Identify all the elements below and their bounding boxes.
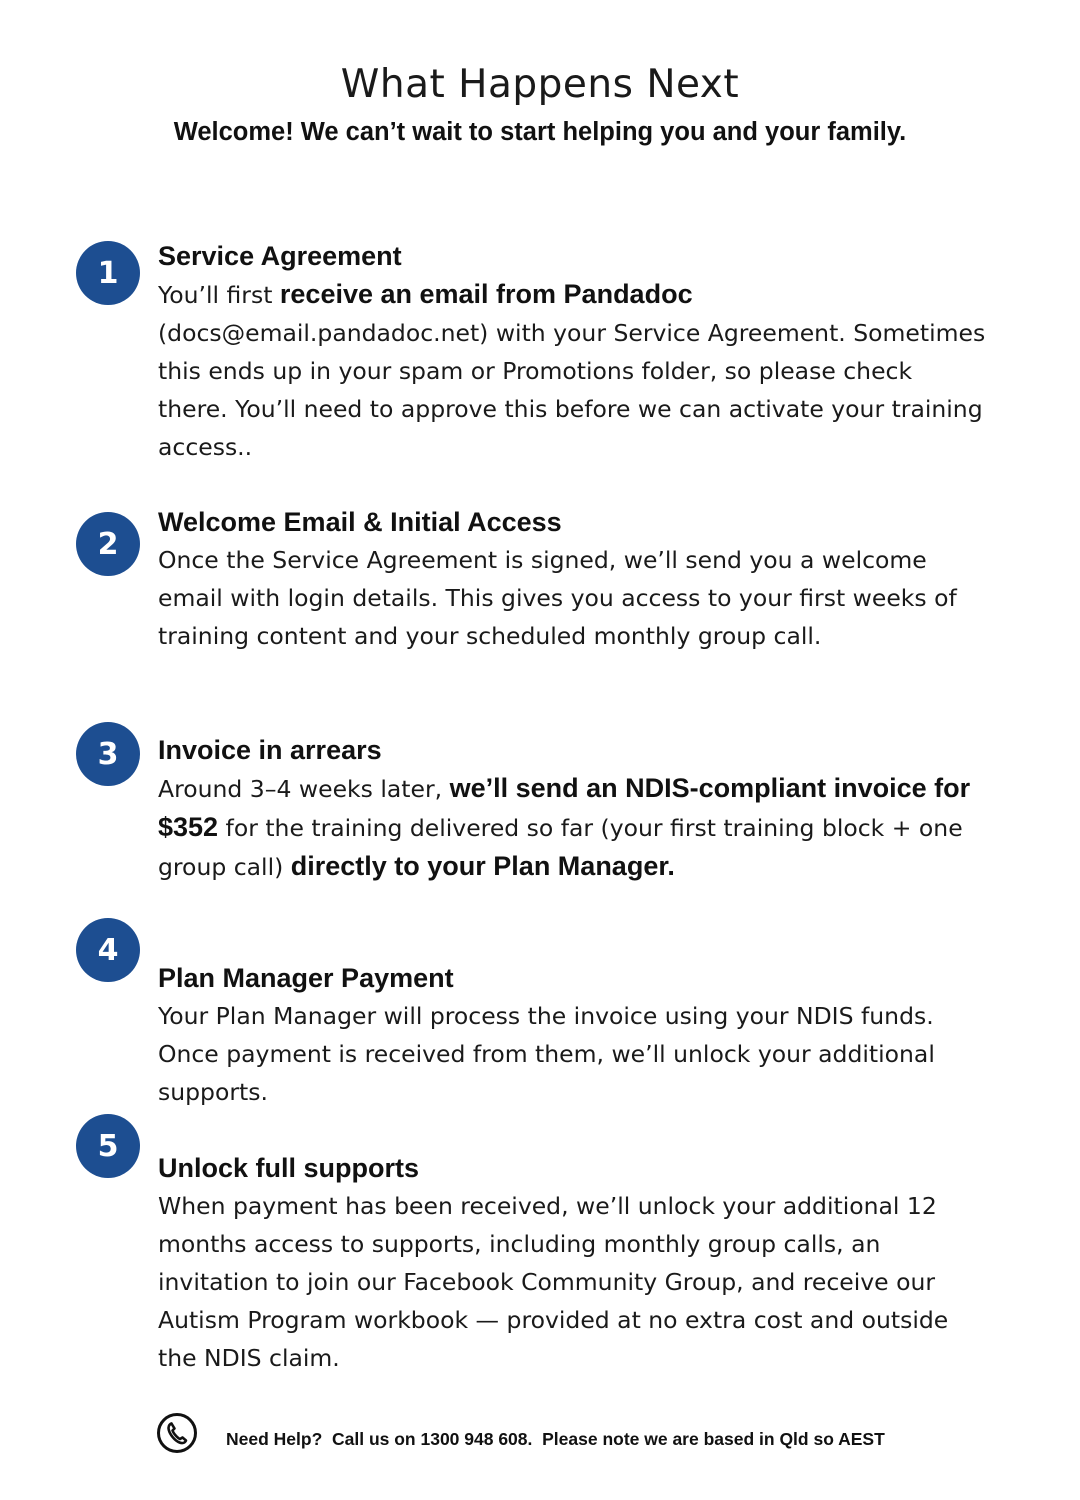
body-text: Once the Service Agreement is signed, we’ll send you a welcome email with login details. This gives you access to your first weeks of training content and your scheduled monthly group call. [158, 546, 957, 650]
step-1-body [158, 275, 988, 466]
step-2 [158, 503, 988, 655]
phone-icon [156, 1412, 198, 1454]
step-5 [158, 1149, 988, 1377]
body-text: (docs@email.pandadoc.net) with your Service Agreement. Sometimes this ends up in your spam or Promotions folder, so please check there. You’ll need to approve this before we can activate your training access.. [158, 319, 986, 461]
help-footer [156, 1412, 956, 1456]
step-4-number-badge: 4 [76, 918, 140, 982]
help-footer-text: Need Help? Call us on 1300 948 608. Please note we are based in Qld so AEST [226, 1429, 885, 1449]
step-2-number-badge: 2 [76, 512, 140, 576]
emphasis-text: we’ll send an NDIS-compliant invoice for $352 [158, 773, 971, 842]
body-text: You’ll first [158, 281, 280, 309]
step-5-number-badge: 5 [76, 1114, 140, 1178]
page-subtitle: Welcome! We can’t wait to start helping you and your family. [173, 118, 907, 146]
step-4 [158, 959, 988, 1111]
step-2-heading: Welcome Email & Initial Access [158, 507, 562, 537]
emphasis-text: directly to your Plan Manager. [290, 851, 675, 881]
body-text: for the training delivered so far (your first training block + one group call) [158, 814, 963, 881]
body-text: When payment has been received, we’ll unlock your additional 12 months access to supports, including monthly group calls, an invitation to join our Facebook Community Group, and receive our Autism Program workbook — provided at no extra cost and outside the NDIS claim. [158, 1192, 949, 1372]
step-1 [158, 237, 988, 466]
step-3-body [158, 769, 988, 886]
step-2-body [158, 541, 988, 655]
body-text: Your Plan Manager will process the invoice using your NDIS funds. Once payment is received from them, we’ll unlock your additional supports. [158, 1002, 935, 1106]
body-text: Around 3–4 weeks later, [158, 775, 450, 803]
step-1-number-badge: 1 [76, 241, 140, 305]
step-3 [158, 731, 988, 886]
step-3-heading: Invoice in arrears [158, 735, 382, 765]
step-4-heading: Plan Manager Payment [158, 963, 454, 993]
step-4-body [158, 997, 988, 1111]
step-5-body [158, 1187, 988, 1377]
page-title: What Happens Next [340, 62, 740, 107]
step-1-heading: Service Agreement [158, 241, 402, 271]
step-5-heading: Unlock full supports [158, 1153, 420, 1183]
emphasis-text: receive an email from Pandadoc [279, 279, 693, 309]
step-3-number-badge: 3 [76, 722, 140, 786]
